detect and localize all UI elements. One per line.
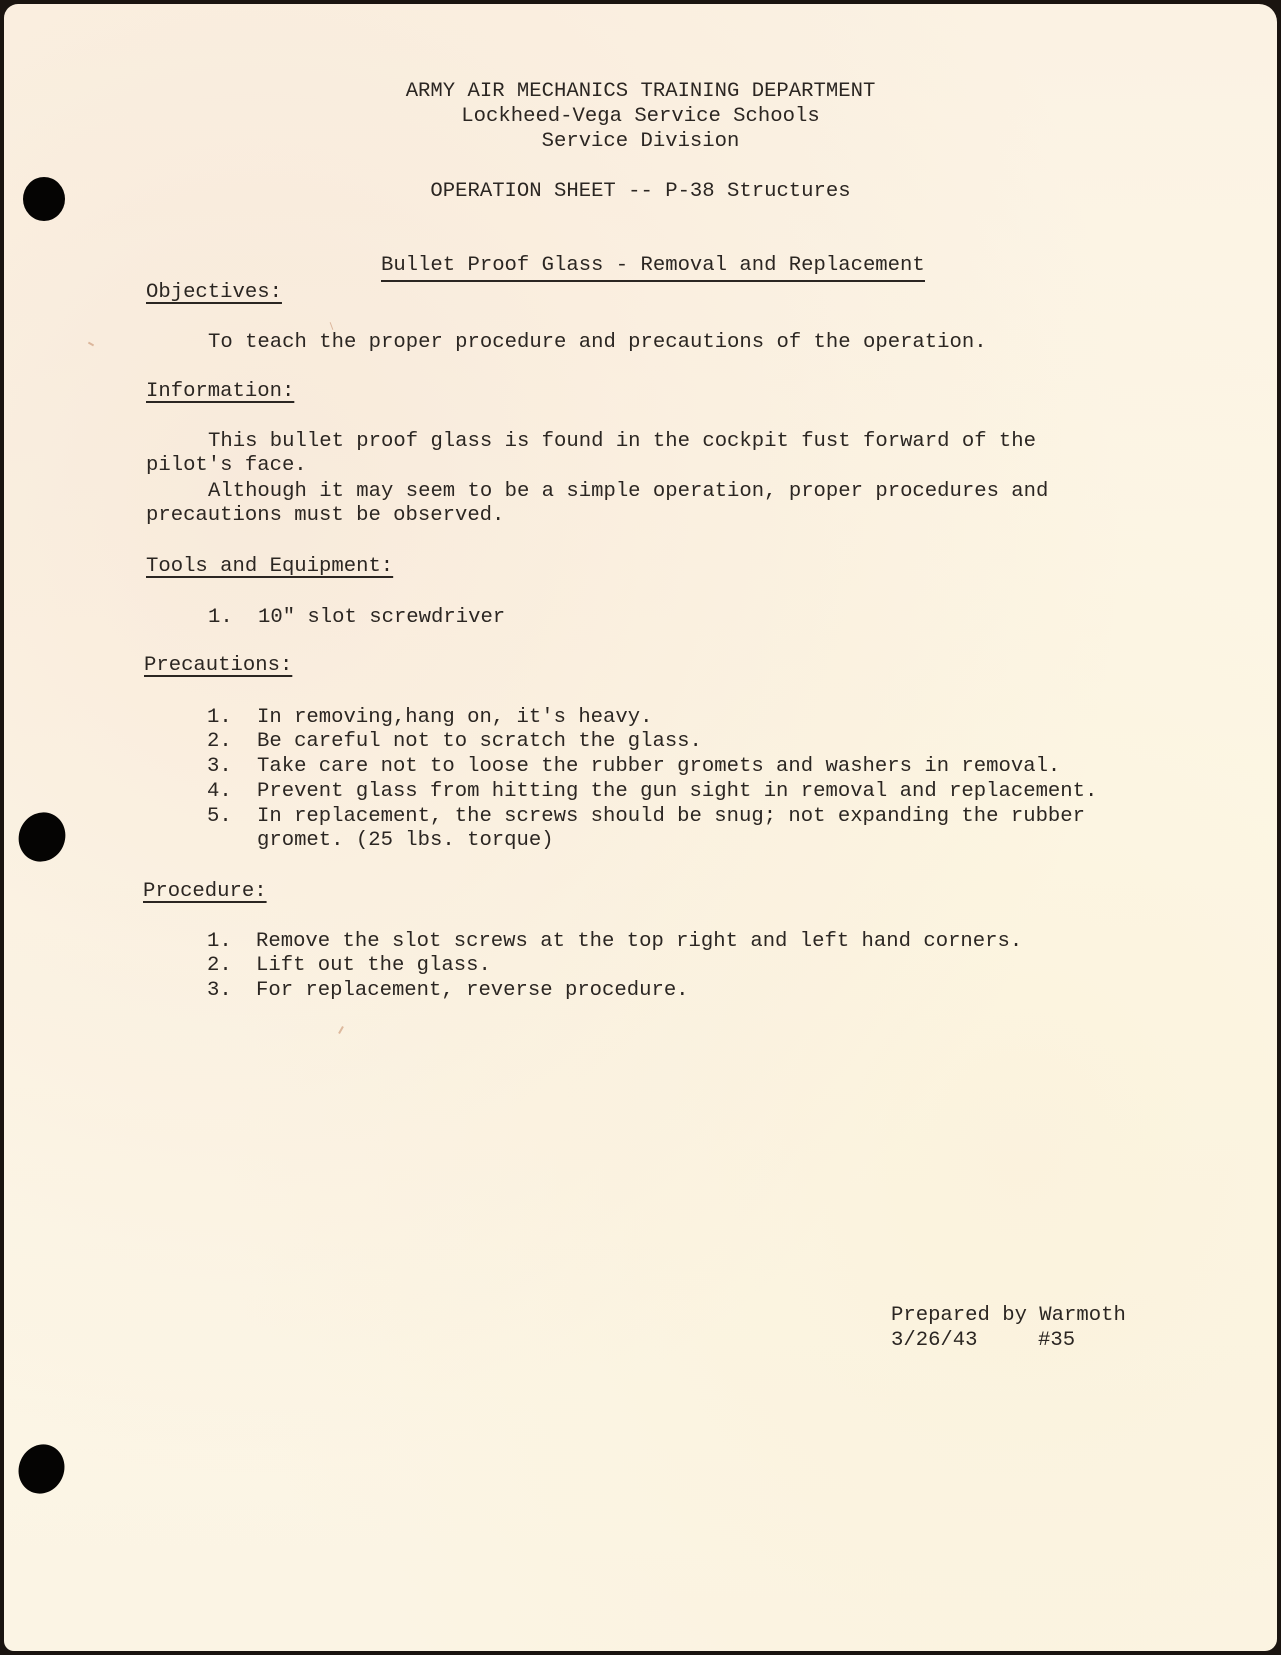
precaution-number: 5. — [207, 805, 232, 828]
information-line-3: Although it may seem to be a simple operation, proper procedures and — [208, 480, 1049, 503]
precaution-number: 1. — [207, 706, 232, 729]
paper-speck — [88, 342, 94, 347]
procedure-step-text: Remove the slot screws at the top right and left hand corners. — [256, 930, 1023, 953]
precaution-number: 3. — [207, 755, 232, 778]
paper-speck — [338, 1026, 344, 1034]
tools-item-number: 1. — [208, 606, 233, 629]
procedure-number: 3. — [207, 979, 232, 1002]
tools-item-text: 10" slot screwdriver — [258, 606, 506, 629]
tools-heading: Tools and Equipment: — [146, 555, 394, 578]
precaution-text: Be careful not to scratch the glass. — [257, 730, 702, 753]
operation-sheet-label: OPERATION SHEET -- P-38 Structures — [430, 180, 851, 203]
objectives-heading: Objectives: — [146, 281, 282, 304]
letterhead-division: Service Division — [541, 130, 740, 153]
letterhead-department: ARMY AIR MECHANICS TRAINING DEPARTMENT — [405, 80, 876, 103]
prepared-date: 3/26/43 — [891, 1329, 978, 1352]
precaution-text: Prevent glass from hitting the gun sight in removal and replacement. — [257, 780, 1098, 803]
objectives-text: To teach the proper procedure and precautions of the operation. — [208, 331, 987, 354]
information-line-2: pilot's face. — [146, 454, 307, 477]
information-heading: Information: — [146, 380, 295, 403]
sheet-number: #35 — [1038, 1329, 1076, 1352]
prepared-by: Prepared by Warmoth — [891, 1304, 1126, 1327]
information-line-1: This bullet proof glass is found in the cockpit fust forward of the — [208, 430, 1037, 453]
sheet-title-wrap — [0, 230, 1281, 278]
sheet-title: Bullet Proof Glass - Removal and Replacement — [381, 254, 925, 282]
precaution-text: Take care not to loose the rubber gromets and washers in removal. — [257, 755, 1061, 778]
procedure-step-text: Lift out the glass. — [256, 954, 491, 977]
procedure-step-text: For replacement, reverse procedure. — [256, 979, 689, 1002]
precaution-text: In removing,hang on, it's heavy. — [257, 706, 653, 729]
procedure-number: 2. — [207, 954, 232, 977]
procedure-number: 1. — [207, 930, 232, 953]
precaution-text: In replacement, the screws should be snug; not expanding the rubber — [257, 805, 1086, 828]
precaution-number: 2. — [207, 730, 232, 753]
information-line-4: precautions must be observed. — [146, 504, 505, 527]
precautions-heading: Precautions: — [144, 654, 293, 677]
precaution-text-continuation: gromet. (25 lbs. torque) — [257, 829, 554, 852]
punch-hole-middle — [11, 805, 74, 870]
punch-hole-bottom — [11, 1437, 73, 1501]
letterhead-school: Lockheed-Vega Service Schools — [461, 105, 820, 128]
precaution-number: 4. — [207, 780, 232, 803]
procedure-heading: Procedure: — [143, 880, 267, 903]
paper-speck — [330, 322, 334, 330]
